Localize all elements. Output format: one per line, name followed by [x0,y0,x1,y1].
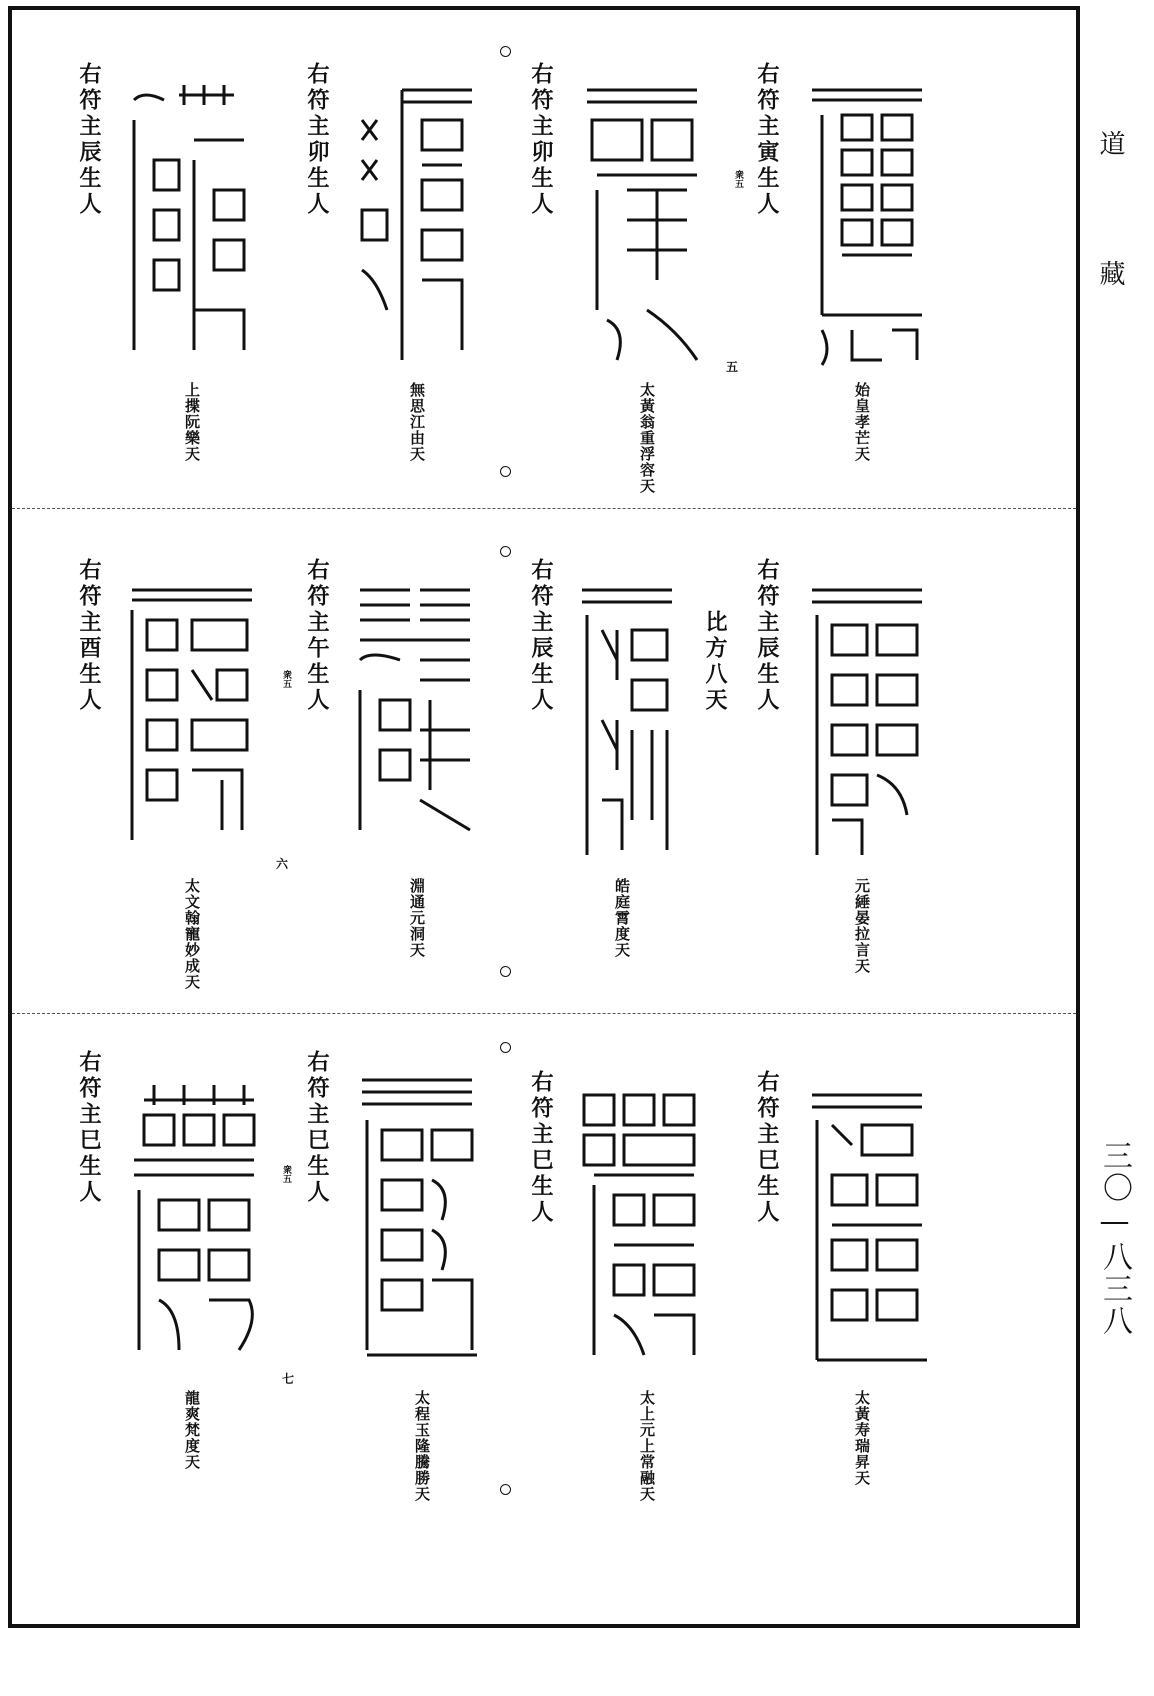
heaven-label: 無思江由天 [408,382,426,462]
heaven-label: 太上元上常融天 [638,1390,656,1502]
talisman-caption: 右符主巳生人 [754,1070,780,1226]
heaven-label: 太文翰寵妙成天 [183,878,201,990]
heaven-label: 始皇孝芒天 [853,382,871,462]
talisman-seal [352,80,482,370]
talisman-seal [577,80,707,370]
talisman-small-note: 衆五 [733,170,743,188]
heaven-label: 淵通元洞天 [408,878,426,958]
talisman-small-note: 衆五 [281,1165,291,1183]
direction-caption: 比方八天 [702,610,728,714]
binding-circle [500,46,511,57]
talisman-seal [124,80,254,370]
talisman-caption: 右符主卯生人 [528,62,554,218]
heaven-label: 上揲阮樂天 [183,382,201,462]
binding-circle [500,466,511,477]
talisman-caption: 右符主寅生人 [754,62,780,218]
talisman-seal [122,580,262,850]
section-marker: 五 [726,360,739,374]
title-char-1: 道 [1095,130,1125,162]
row-separator-1 [12,508,1076,509]
talisman-seal [572,580,682,870]
talisman-seal [802,1085,932,1375]
talisman-caption: 右符主巳生人 [76,1050,102,1206]
talisman-seal [350,580,480,850]
section-marker: 七 [282,1372,295,1386]
talisman-seal [124,1080,264,1370]
heaven-label: 太黃翁重浮容天 [638,382,656,494]
binding-circle [500,1042,511,1053]
title-char-2: 藏 [1095,260,1125,292]
heaven-label: 皓庭霄度天 [613,878,631,958]
talisman-seal [802,580,932,870]
heaven-label: 元綞晏拉言天 [853,878,871,974]
talisman-caption: 右符主巳生人 [304,1050,330,1206]
talisman-caption: 右符主卯生人 [304,62,330,218]
talisman-seal [802,80,932,370]
heaven-label: 龍爽梵度天 [183,1390,201,1470]
heaven-label: 太黃寿瑞昇天 [853,1390,871,1486]
page-number: 三〇—八三八 [1097,1140,1132,1337]
talisman-caption: 右符主辰生人 [76,62,102,218]
talisman-caption: 右符主巳生人 [528,1070,554,1226]
binding-circle [500,1484,511,1495]
talisman-caption: 右符主午生人 [304,558,330,714]
page-frame [8,6,1080,1628]
talisman-caption: 右符主酉生人 [76,558,102,714]
binding-circle [500,966,511,977]
section-marker: 六 [276,857,289,871]
binding-circle [500,546,511,557]
row-separator-2 [12,1013,1076,1014]
talisman-small-note: 衆五 [281,670,291,688]
talisman-caption: 右符主辰生人 [754,558,780,714]
talisman-seal [352,1070,482,1370]
heaven-label: 太程玉隆騰勝天 [413,1390,431,1502]
talisman-caption: 右符主辰生人 [528,558,554,714]
talisman-seal [574,1085,704,1365]
